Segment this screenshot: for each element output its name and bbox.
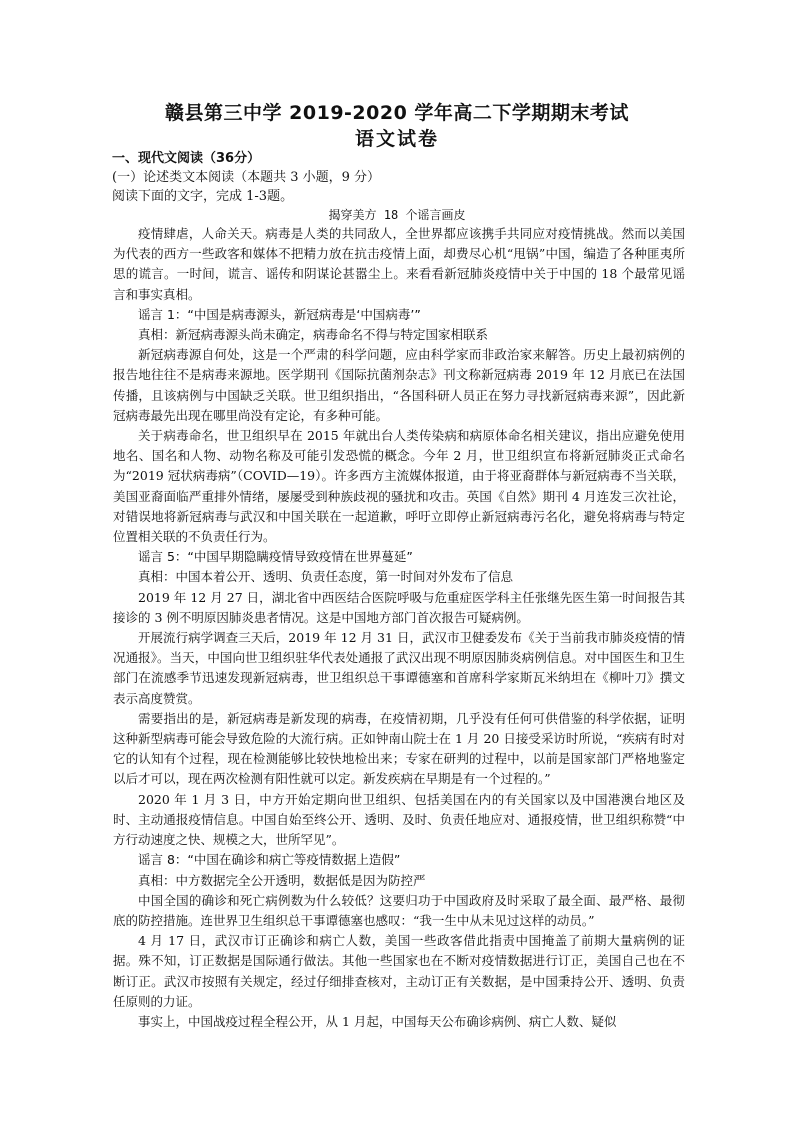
- paragraph: 需要指出的是，新冠病毒是新发现的病毒，在疫情初期，几乎没有任何可供借鉴的科学依据，证明这种新型病毒可能会导致危险的大流行病。正如钟南山院士在 1 月 20 日接受采访时所说，“疾病有时对它的认知有个过程，现在检测能够比较快地检出来；专家在研判的过程中，以前是国家部门严格地鉴定以后才可以，现在两次检测有阳性就可以定。新发疾病在早期是有一个过程的。”: [113, 710, 685, 787]
- truth-statement: 真相：中国本着公开、透明、负责任态度，第一时间对外发布了信息: [138, 569, 514, 585]
- rumor-statement: 谣言 8：“中国在确诊和病亡等疫情数据上造假”: [138, 852, 401, 868]
- paragraph: 4 月 17 日，武汉市订正确诊和病亡人数，美国一些政客借此指责中国掩盖了前期大量病例的证据。殊不知，订正数据是国际通行做法。其他一些国家也在不断对疫情数据进行订正，美国自己也在不断订正。武汉市按照有关规定，经过仔细排查核对，主动订正有关数据，是中国秉持公开、透明、负责任原则的力证。: [113, 933, 685, 1009]
- exam-subtitle: 语文试卷: [354, 128, 439, 150]
- rumor-statement: 谣言 5：“中国早期隐瞒疫情导致疫情在世界蔓延”: [138, 549, 413, 565]
- paragraph: 关于病毒命名，世卫组织早在 2015 年就出台人类传染病和病原体命名相关建议，指出应避免使用地名、国名和人物、动物名称及可能引发恐慌的概念。今年 2 月，世卫组织宣布将新冠肺炎正式命名为“2019 冠状病毒病”（COVID—19）。许多西方主流媒体报道，由于将亚裔群体与新冠病毒不当关联，美国亚裔面临严重排外情绪，屡屡受到种族歧视的骚扰和攻击。英国《自然》期刊 4 月连发三次社论，对错误地将新冠病毒与武汉和中国关联在一起道歉，呼吁立即停止新冠病毒污名化，避免将病毒与特定位置相关联的不负责任行为。: [113, 428, 685, 545]
- rumor-statement: 谣言 1：“中国是病毒源头，新冠病毒是‘中国病毒’”: [138, 306, 421, 322]
- paragraph: 疫情肆虐，人命关天。病毒是人类的共同敌人，全世界都应该携手共同应对疫情挑战。然而以美国为代表的西方一些政客和媒体不把精力放在抗击疫情上面，却费尽心机“甩锅”中国，编造了各种匪夷所思的谎言。一时间，谎言、谣传和阴谋论甚嚣尘上。来看看新冠肺炎疫情中关于中国的 18 个最常见谣言和事实真相。: [113, 226, 685, 302]
- paragraph: 2020 年 1 月 3 日，中方开始定期向世卫组织、包括美国在内的有关国家以及中国港澳台地区及时、主动通报疫情信息。中国自始至终公开、透明、及时、负责任地应对、通报疫情，世卫组织称赞“中方行动速度之快、规模之大，世所罕见”。: [113, 791, 685, 848]
- exam-title: 赣县第三中学 2019-2020 学年高二下学期期末考试: [165, 102, 629, 124]
- paragraph: 开展流行病学调查三天后，2019 年 12 月 31 日，武汉市卫健委发布《关于当前我市肺炎疫情的情况通报》。当天，中国向世卫组织驻华代表处通报了武汉出现不明原因肺炎病例信息。对中国医生和卫生部门在流感季节迅速发现新冠病毒，世卫组织总干事谭德塞和首席科学家斯瓦米纳坦在《柳叶刀》撰文表示高度赞赏。: [113, 630, 685, 706]
- truth-statement: 真相：中方数据完全公开透明，数据低是因为防控严: [138, 872, 426, 888]
- section-heading: 一、现代文阅读（36分）: [112, 151, 261, 166]
- reading-instruction: 阅读下面的文字，完成 1-3题。: [112, 189, 294, 204]
- paragraph: 2019 年 12 月 27 日，湖北省中西医结合医院呼吸与危重症医学科主任张继先医生第一时间报告其接诊的 3 例不明原因肺炎患者情况。这是中国地方部门首次报告可疑病例。: [113, 589, 685, 625]
- paragraph: 新冠病毒源自何处，这是一个严肃的科学问题，应由科学家而非政治家来解答。历史上最初病例的报告地往往不是病毒来源地。医学期刊《国际抗菌剂杂志》刊文称新冠病毒 2019 年 12 月底已在法国传播，且该病例与中国缺乏关联。世卫组织指出，“各国科研人员正在努力寻找新冠病毒来源”，因此新冠病毒最先出现在哪里尚没有定论，有多种可能。: [113, 347, 685, 423]
- article-title: 揭穿美方 18 个谣言画皮: [328, 208, 466, 222]
- paragraph: 中国全国的确诊和死亡病例数为什么较低？这要归功于中国政府及时采取了最全面、最严格、最彻底的防控措施。连世界卫生组织总干事谭德塞也感叹：“我一生中从未见过这样的动员。”: [113, 892, 685, 928]
- truth-statement: 真相：新冠病毒源头尚未确定，病毒命名不得与特定国家相联系: [138, 327, 489, 343]
- paragraph: 事实上，中国战疫过程全程公开，从 1 月起，中国每天公布确诊病例、病亡人数、疑似: [138, 1013, 617, 1029]
- sub-section-heading: (一）论述类文本阅读（本题共 3 小题，9 分）: [112, 170, 381, 185]
- article-body: [113, 224, 685, 1032]
